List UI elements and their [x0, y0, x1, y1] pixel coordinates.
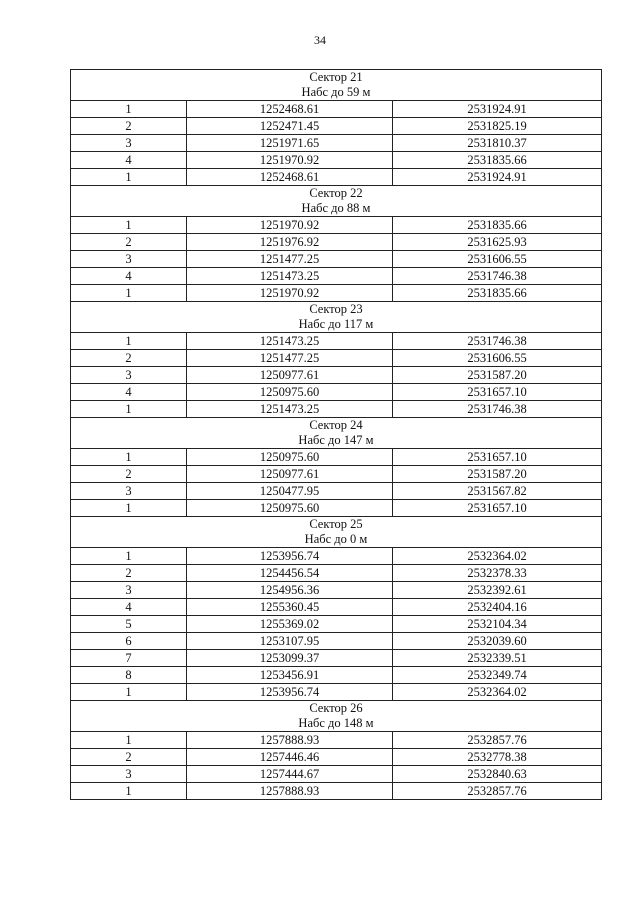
sector-header-cell: [71, 70, 602, 101]
sector-height-limit: Набс до 148 м: [298, 716, 374, 730]
point-number-cell: 1: [71, 333, 187, 350]
table-row: [71, 152, 602, 169]
table-row: [71, 766, 602, 783]
sector-name: Сектор 25: [309, 517, 363, 531]
page-number: 34: [314, 33, 326, 47]
point-number-cell: 6: [71, 633, 187, 650]
y-coordinate-cell: 2531657.10: [393, 500, 602, 517]
point-number-cell: 1: [71, 169, 187, 186]
y-coordinate-cell: 2531657.10: [393, 384, 602, 401]
x-coordinate-cell: 1250977.61: [187, 367, 393, 384]
table-row: [71, 749, 602, 766]
sector-name: Сектор 23: [309, 302, 363, 316]
x-coordinate-cell: 1257888.93: [187, 783, 393, 800]
y-coordinate-cell: 2531625.93: [393, 234, 602, 251]
sector-header-cell: [71, 701, 602, 732]
x-coordinate-cell: 1252468.61: [187, 169, 393, 186]
table-row: [71, 548, 602, 565]
coordinates-table-body: [71, 70, 602, 800]
table-row: [71, 101, 602, 118]
point-number-cell: 4: [71, 599, 187, 616]
table-row: [71, 667, 602, 684]
point-number-cell: 2: [71, 466, 187, 483]
y-coordinate-cell: 2531587.20: [393, 367, 602, 384]
x-coordinate-cell: 1253956.74: [187, 684, 393, 701]
table-row: [71, 234, 602, 251]
point-number-cell: 7: [71, 650, 187, 667]
sector-header-row: [71, 302, 602, 333]
x-coordinate-cell: 1251477.25: [187, 350, 393, 367]
x-coordinate-cell: 1252468.61: [187, 101, 393, 118]
y-coordinate-cell: 2531835.66: [393, 285, 602, 302]
sector-name: Сектор 26: [309, 701, 363, 715]
point-number-cell: 1: [71, 684, 187, 701]
point-number-cell: 2: [71, 118, 187, 135]
table-row: [71, 616, 602, 633]
y-coordinate-cell: 2531924.91: [393, 101, 602, 118]
x-coordinate-cell: 1251971.65: [187, 135, 393, 152]
point-number-cell: 1: [71, 732, 187, 749]
x-coordinate-cell: 1253456.91: [187, 667, 393, 684]
point-number-cell: 1: [71, 217, 187, 234]
x-coordinate-cell: 1252471.45: [187, 118, 393, 135]
x-coordinate-cell: 1250477.95: [187, 483, 393, 500]
table-row: [71, 466, 602, 483]
y-coordinate-cell: 2532392.61: [393, 582, 602, 599]
y-coordinate-cell: 2531587.20: [393, 466, 602, 483]
table-row: [71, 684, 602, 701]
point-number-cell: 3: [71, 367, 187, 384]
y-coordinate-cell: 2532364.02: [393, 684, 602, 701]
x-coordinate-cell: 1250977.61: [187, 466, 393, 483]
y-coordinate-cell: 2531606.55: [393, 350, 602, 367]
y-coordinate-cell: 2532349.74: [393, 667, 602, 684]
y-coordinate-cell: 2531924.91: [393, 169, 602, 186]
x-coordinate-cell: 1251970.92: [187, 152, 393, 169]
x-coordinate-cell: 1257888.93: [187, 732, 393, 749]
table-row: [71, 217, 602, 234]
y-coordinate-cell: 2531825.19: [393, 118, 602, 135]
table-row: [71, 783, 602, 800]
x-coordinate-cell: 1257444.67: [187, 766, 393, 783]
table-row: [71, 285, 602, 302]
sector-header-cell: [71, 302, 602, 333]
table-row: [71, 650, 602, 667]
table-row: [71, 118, 602, 135]
sector-header-cell: [71, 186, 602, 217]
y-coordinate-cell: 2532104.34: [393, 616, 602, 633]
table-row: [71, 384, 602, 401]
point-number-cell: 1: [71, 449, 187, 466]
table-row: [71, 633, 602, 650]
table-row: [71, 483, 602, 500]
y-coordinate-cell: 2532857.76: [393, 732, 602, 749]
point-number-cell: 4: [71, 152, 187, 169]
x-coordinate-cell: 1250975.60: [187, 500, 393, 517]
sector-header-row: [71, 418, 602, 449]
sector-name: Сектор 24: [309, 418, 363, 432]
sector-header-row: [71, 70, 602, 101]
sector-header-row: [71, 701, 602, 732]
point-number-cell: 2: [71, 565, 187, 582]
x-coordinate-cell: 1257446.46: [187, 749, 393, 766]
table-row: [71, 333, 602, 350]
x-coordinate-cell: 1253099.37: [187, 650, 393, 667]
y-coordinate-cell: 2532378.33: [393, 565, 602, 582]
y-coordinate-cell: 2532039.60: [393, 633, 602, 650]
x-coordinate-cell: 1251473.25: [187, 333, 393, 350]
coordinates-table: [70, 69, 602, 800]
y-coordinate-cell: 2532778.38: [393, 749, 602, 766]
x-coordinate-cell: 1251970.92: [187, 217, 393, 234]
point-number-cell: 4: [71, 384, 187, 401]
y-coordinate-cell: 2531835.66: [393, 152, 602, 169]
x-coordinate-cell: 1255360.45: [187, 599, 393, 616]
point-number-cell: 1: [71, 548, 187, 565]
point-number-cell: 1: [71, 401, 187, 418]
x-coordinate-cell: 1255369.02: [187, 616, 393, 633]
table-row: [71, 135, 602, 152]
point-number-cell: 2: [71, 749, 187, 766]
y-coordinate-cell: 2531746.38: [393, 401, 602, 418]
point-number-cell: 3: [71, 251, 187, 268]
table-row: [71, 599, 602, 616]
point-number-cell: 5: [71, 616, 187, 633]
x-coordinate-cell: 1254456.54: [187, 565, 393, 582]
point-number-cell: 4: [71, 268, 187, 285]
x-coordinate-cell: 1251477.25: [187, 251, 393, 268]
table-row: [71, 401, 602, 418]
x-coordinate-cell: 1251976.92: [187, 234, 393, 251]
x-coordinate-cell: 1253107.95: [187, 633, 393, 650]
y-coordinate-cell: 2532404.16: [393, 599, 602, 616]
x-coordinate-cell: 1253956.74: [187, 548, 393, 565]
y-coordinate-cell: 2531567.82: [393, 483, 602, 500]
point-number-cell: 3: [71, 483, 187, 500]
sector-height-limit: Набс до 147 м: [298, 433, 374, 447]
x-coordinate-cell: 1251473.25: [187, 401, 393, 418]
y-coordinate-cell: 2531835.66: [393, 217, 602, 234]
y-coordinate-cell: 2532857.76: [393, 783, 602, 800]
sector-height-limit: Набс до 88 м: [301, 201, 371, 215]
sector-header-cell: [71, 418, 602, 449]
table-row: [71, 367, 602, 384]
sector-header-row: [71, 517, 602, 548]
x-coordinate-cell: 1251473.25: [187, 268, 393, 285]
sector-height-limit: Набс до 59 м: [301, 85, 371, 99]
point-number-cell: 1: [71, 783, 187, 800]
y-coordinate-cell: 2531746.38: [393, 333, 602, 350]
x-coordinate-cell: 1254956.36: [187, 582, 393, 599]
sector-header-row: [71, 186, 602, 217]
y-coordinate-cell: 2531657.10: [393, 449, 602, 466]
table-row: [71, 500, 602, 517]
table-row: [71, 732, 602, 749]
sector-height-limit: Набс до 0 м: [304, 532, 368, 546]
y-coordinate-cell: 2532339.51: [393, 650, 602, 667]
point-number-cell: 1: [71, 285, 187, 302]
point-number-cell: 1: [71, 101, 187, 118]
table-row: [71, 251, 602, 268]
table-row: [71, 169, 602, 186]
table-row: [71, 350, 602, 367]
y-coordinate-cell: 2531746.38: [393, 268, 602, 285]
table-row: [71, 268, 602, 285]
point-number-cell: 3: [71, 766, 187, 783]
point-number-cell: 3: [71, 582, 187, 599]
table-row: [71, 565, 602, 582]
x-coordinate-cell: 1250975.60: [187, 449, 393, 466]
sector-height-limit: Набс до 117 м: [298, 317, 374, 331]
y-coordinate-cell: 2532840.63: [393, 766, 602, 783]
x-coordinate-cell: 1250975.60: [187, 384, 393, 401]
sector-name: Сектор 22: [309, 186, 363, 200]
point-number-cell: 3: [71, 135, 187, 152]
y-coordinate-cell: 2531606.55: [393, 251, 602, 268]
table-row: [71, 582, 602, 599]
y-coordinate-cell: 2532364.02: [393, 548, 602, 565]
y-coordinate-cell: 2531810.37: [393, 135, 602, 152]
point-number-cell: 1: [71, 500, 187, 517]
point-number-cell: 2: [71, 350, 187, 367]
x-coordinate-cell: 1251970.92: [187, 285, 393, 302]
sector-name: Сектор 21: [309, 70, 363, 84]
sector-header-cell: [71, 517, 602, 548]
point-number-cell: 8: [71, 667, 187, 684]
point-number-cell: 2: [71, 234, 187, 251]
table-row: [71, 449, 602, 466]
